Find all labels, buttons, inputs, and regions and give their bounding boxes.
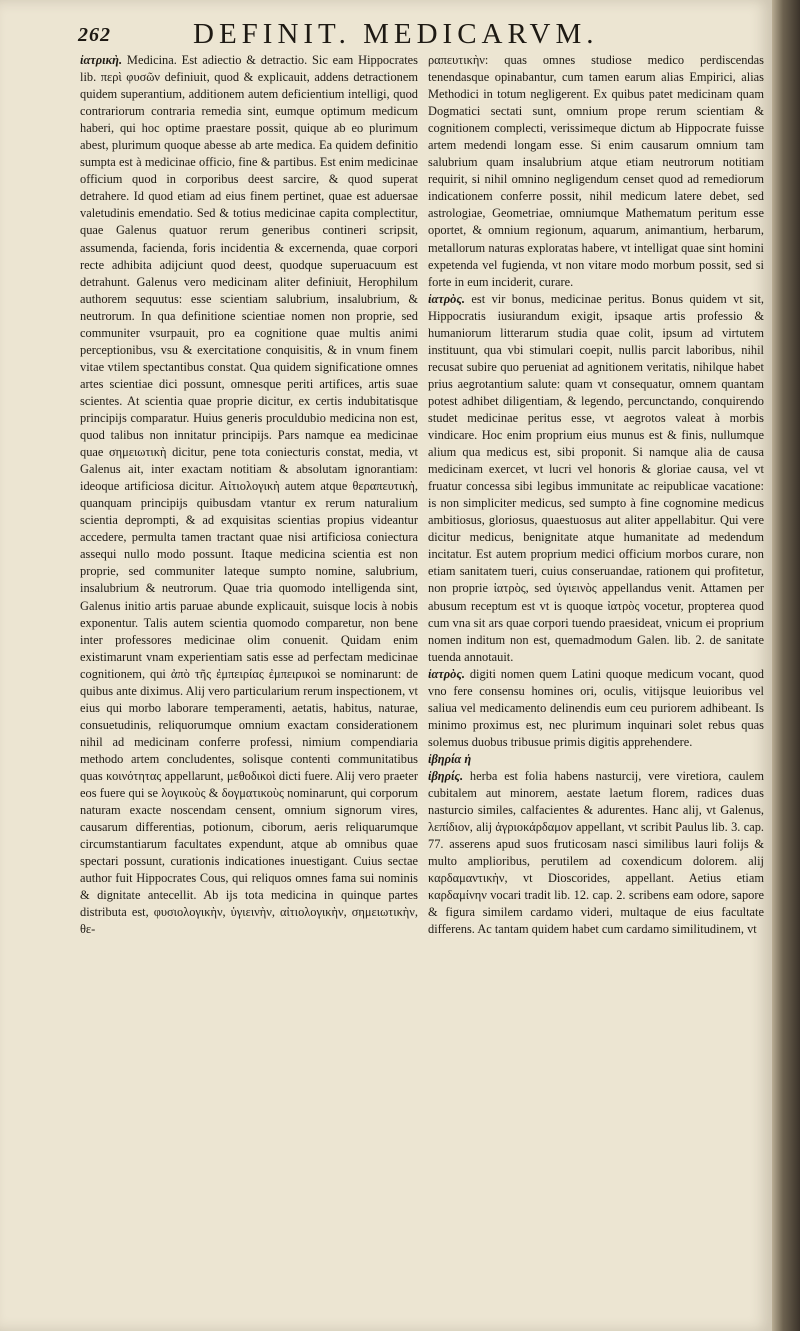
- entry-iberis: [428, 768, 764, 938]
- right-column: [428, 52, 764, 1292]
- entry-text: Medicina. Est adiectio & detractio. Sic eam Hippocrates lib. περὶ φυσῶν definiuit, quod & explicauit, addens detractionem quidem superantium, additionem autem deficientium intelligi, quod contrariorum contraria remedia sint, eumque optimum medicum haberi, qui hoc optime praestare possit, quique ab eo plurimum abest, plurimum quoque abesse ab arte medica. Ea quidem definitio sumpta est à medicinae officio, fine & partibus. Est enim medicinae officium quod in corporibus deest sarcire, & quod superat detrahere. Id quod etiam ad eius finem pertinet, quae est aduersae valetudinis emendatio. Sed & totius medicinae capita complectitur, quae Galenus quatuor rerum generibus contineri scripsit, assumenda, facienda, foris incidentia & excernenda, quae corpori recte adhibita adijciunt quod deest, quodque superuacuum est detrahunt. Galenus vero medicinam aliter definiuit, Herophilum authorem sequutus: esse scientiam salubrium, insalubrium, & neutrorum. In qua definitione scientiae nomen non proprie, sed communiter vsurpauit, pro ea cognitione quae multis animi perceptionibus, vsu & exercitatione conquisitis, & in vnum finem vitae vtilem spectantibus constat. Qua quidem significatione omnes artes scientiae dici possunt, omnesque periti artifices, artis suae scientes. At scientia quae proprie dicitur, ex certis indubitatisque principijs comparatur. Huius generis proculdubio medicina non est, quod talibus non innitatur principijs. Pars namque ea medicinae quae σημειωτικὴ dicitur, pene tota coniecturis constat, media, vt Galenus ait, inter exactam notitiam & absolutam ignorantiam: ideoque artificiosa dicitur. Αἰτιολογικὴ autem atque θεραπευτικὴ, quanquam principijs quibusdam vtantur ex rerum naturalium scientia deprompti, & ad exquisitas scientias propius videantur accedere, permulta tamen tractant quae nisi artificiosa coniectura assequi nullo modo possunt. Itaque medicina scientia est non proprie, sed communiter lateque sumpto nomine, salubrium, insalubrium & neutrorum. Quae tria quomodo intelligenda sint, Galenus initio artis paruae abunde explicauit, suisque locis à nobis exponentur. Talis autem scientia quomodo comparetur, non bene inter professores medicinae olim conuenit. Quidam enim existimarunt vnam experientiam satis esse ad perfectam medicinae cognitionem, qui ἀπὸ τῆς ἐμπειρίας ἐμπειρικοὶ se nominarunt: de quibus ante diximus. Alij vero particularium rerum inspectionem, vt eius qui morbo laborare temperamenti, aetatis, habitus, naturae, consuetudinis, reliquorumque omnium exactam considerationem nihil ad medicinam conferre professi, nimium compendiaria methodo artem concludentes, solisque contenti communitatibus quas κοινότητας appellarunt, μεθοδικοὶ dicti fuere. Alij vero praeter eos fuere qui se λογικοὺς & δογματικοὺς nominarunt, qui corporum naturam exacte noscendam censent, omnium signorum vires, causarum differentias, potionum, ciborum, aeris reliquarumque circumstantiarum facultates expendunt, atque ab omnibus quae spectari possunt, curationis indicationes inuestigant. Cuius sectae author fuit Hippocrates Cous, qui reliquos omnes fama sui nominis & dignitate antecellit. Ab ijs tota medicina in quinque partes distributa est, φυσιολογικὴν, ὑγιεινὴν, αἰτιολογικὴν, σημειωτικὴν, θε-: [80, 53, 418, 937]
- running-title: DEFINIT. MEDICARVM.: [193, 18, 599, 50]
- entry-continuation: [428, 52, 764, 291]
- entry-iberia: [428, 751, 764, 768]
- entry-text: digiti nomen quem Latini quoque medicum vocant, quod vno fere consensu homines ori, oculis, vitijsque leuioribus vel saliua vel medicamento delinendis eum ceu puriorem adhibeant. Is minimo proximus est, nec plurimum inquinari solet rebus quas solemus duobus tribusue primis digitis apprehendere.: [428, 666, 764, 749]
- entry-lemma: ἰβηρίς.: [428, 768, 464, 783]
- entry-text: ραπευτικὴν: quas omnes studiose medico perdiscendas tenendasque opinabantur, cum tamen earum alias Empirici, alias Methodici in totum negligerent. Ex quibus patet medicinam quam Dogmatici sectati sunt, omnium prope rerum scientiam & cognitionem complecti, verissimeque dictum ab Hippocrate fuisse artem medendi longam esse. Si enim causarum omnium tam salubrium quam insalubrium atque etiam neutrorum notitiam requirit, si nihil omnino negligendum censet quod ad remediorum indicationem conferre possit, nihil medicum latere debet, sed astrologiae, Geometriae, omniumque Mathematum peritum esse oportet, & omnium regionum, aquarum, animantium, herbarum, metallorum naturas exploratas habere, vt intelligat quae sint homini expetenda vel fugienda, vt non vitare modo morbum possit, sed si forte in eum inciderit, curare.: [428, 53, 764, 289]
- left-column: [80, 52, 418, 1292]
- entry-iatros-digitus: [428, 666, 764, 751]
- entry-text: herba est folia habens nasturcij, vere viretiora, caulem cubitalem aut minorem, aestate laetum florem, radices duas nasturcio similes, calfacientes & adurentes. Hanc alij, vt Galenus, λεπίδιον, alij ἀγριοκάρδαμον appellant, vt scribit Paulus lib. 3. cap. 77. asserens apud suos fruticosam nasci similibus lauri folijs & multo amplioribus, perutilem ad coxendicum dolorem. alij καρδαμαντικὴν, vt Dioscorides, appellant. Aetius etiam καρδαμίνην vocari tradit lib. 12. cap. 2. scribens eam odore, sapore & figura similem cardamo videri, multaque de eius facultate differens. Ac tantam quidem habet cum cardamo similitudinem, vt: [428, 768, 764, 937]
- entry-iatrike: [80, 52, 418, 938]
- entry-iatros: [428, 291, 764, 666]
- entry-lemma: ἰατρὸς.: [428, 291, 465, 306]
- entry-lemma: ἰατρικὴ.: [80, 53, 123, 67]
- entry-lemma: ἰατρὸς.: [428, 666, 465, 681]
- page-header: [78, 18, 758, 50]
- entry-text: est vir bonus, medicinae peritus. Bonus quidem vt sit, Hippocratis iusiurandum exigit, ipsaque artis professio & humaniorum litterarum studia quae colit, ipsum ad virtutem instituunt, qua vbi stimulari coepit, nullis parcit laboribus, nihil recusat subire quo perueniat ad agnitionem veritatis, nihilque habet prius aegrotantium salute: quam vt consequatur, omnem quantam potest adhibet diligentiam, & legendo, percunctando, conquirendo studet medicinae peritus esse, vt aegrotos valeat à morbis vindicare. Hoc enim proprium eius munus est & finis, nullumque alium qua medicus est, sibi proponit. Si namque alia de causa medicinam exercet, vt lucri vel honoris & gloriae causa, vel vt fruatur concessa sibi legibus immunitate ac reipublicae vacatione: is non simpliciter medicus, sed sumpto à fine cognomine medicus ambitiosus, gloriosus, quaestuosus aut aliter appellabitur. Qui vere dicitur medicus, benignitate atque humanitate ad medendum incitatur. Est autem proprium medici officium morbos curare, non etiam sanitatem tueri, cuius conseruandae, rationem qui profitetur, non proprie ἰατρὸς, sed ὑγιεινὸς appellandus venit. Attamen per abusum receptum est vt is quoque ἰατρὸς vocetur, propterea quod cum vna sit ars quae corpori tuendo praesideat, vnicum ei proprium nomen inditum non est, quemadmodum Galen. lib. 2. de sanitate tuenda annotauit.: [428, 291, 764, 664]
- book-spine: [772, 0, 800, 1331]
- page-number: 262: [78, 24, 111, 46]
- entry-lemma: ἰβηρία ἡ: [428, 751, 472, 766]
